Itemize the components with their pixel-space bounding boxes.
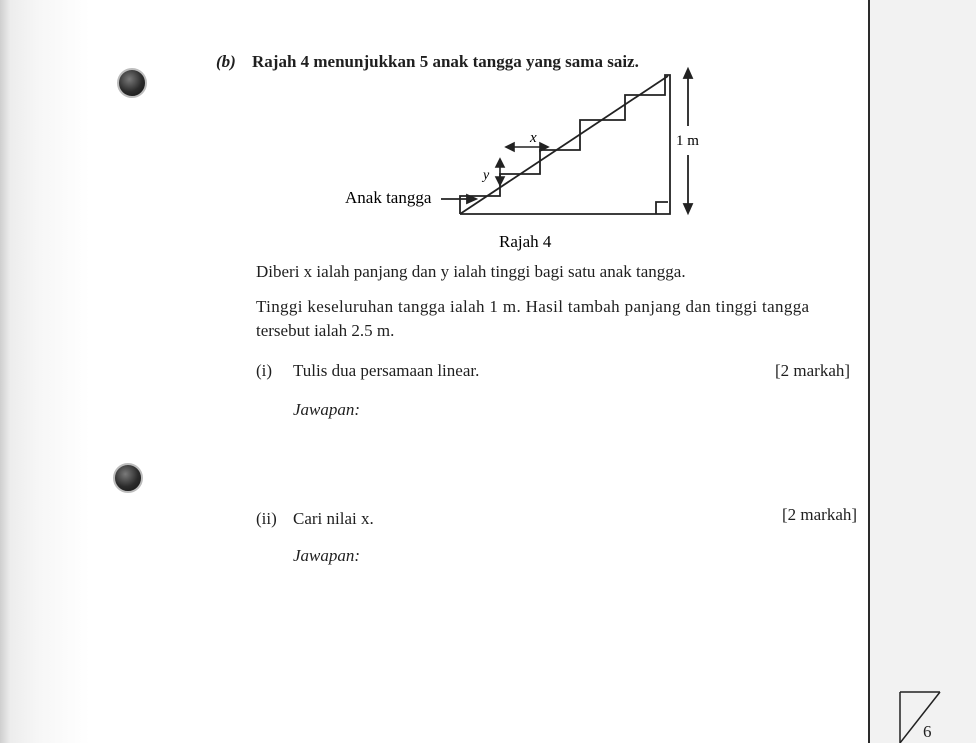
sub-ii-answer-label: Jawapan:: [293, 546, 361, 565]
page-number: 6: [923, 722, 932, 741]
label-x: x: [530, 130, 537, 146]
sub-ii-text: Cari nilai x.: [293, 509, 374, 528]
sub-ii-marks: [2 markah]: [782, 505, 858, 524]
part-label: (b): [216, 52, 236, 71]
given-statement: Diberi x ialah panjang dan y ialah tinggi bagi satu anak tangga.: [256, 262, 686, 281]
sub-i-marks: [2 markah]: [775, 361, 851, 380]
sub-ii-label: (ii): [256, 509, 277, 528]
sub-i-answer-label: Jawapan:: [293, 400, 361, 419]
sub-i-label: (i): [256, 361, 273, 380]
label-y: y: [483, 168, 490, 183]
figure-caption: Rajah 4: [499, 232, 552, 251]
question-intro: Rajah 4 menunjukkan 5 anak tangga yang sama saiz.: [252, 52, 639, 71]
label-height: 1 m: [676, 133, 699, 149]
info-line-2: tersebut ialah 2.5 m.: [256, 321, 395, 340]
info-line-1: Tinggi keseluruhan tangga ialah 1 m. Hasil tambah panjang dan tinggi tangga: [256, 297, 810, 316]
sub-i-text: Tulis dua persamaan linear.: [293, 361, 480, 380]
label-step: Anak tangga: [345, 188, 432, 207]
